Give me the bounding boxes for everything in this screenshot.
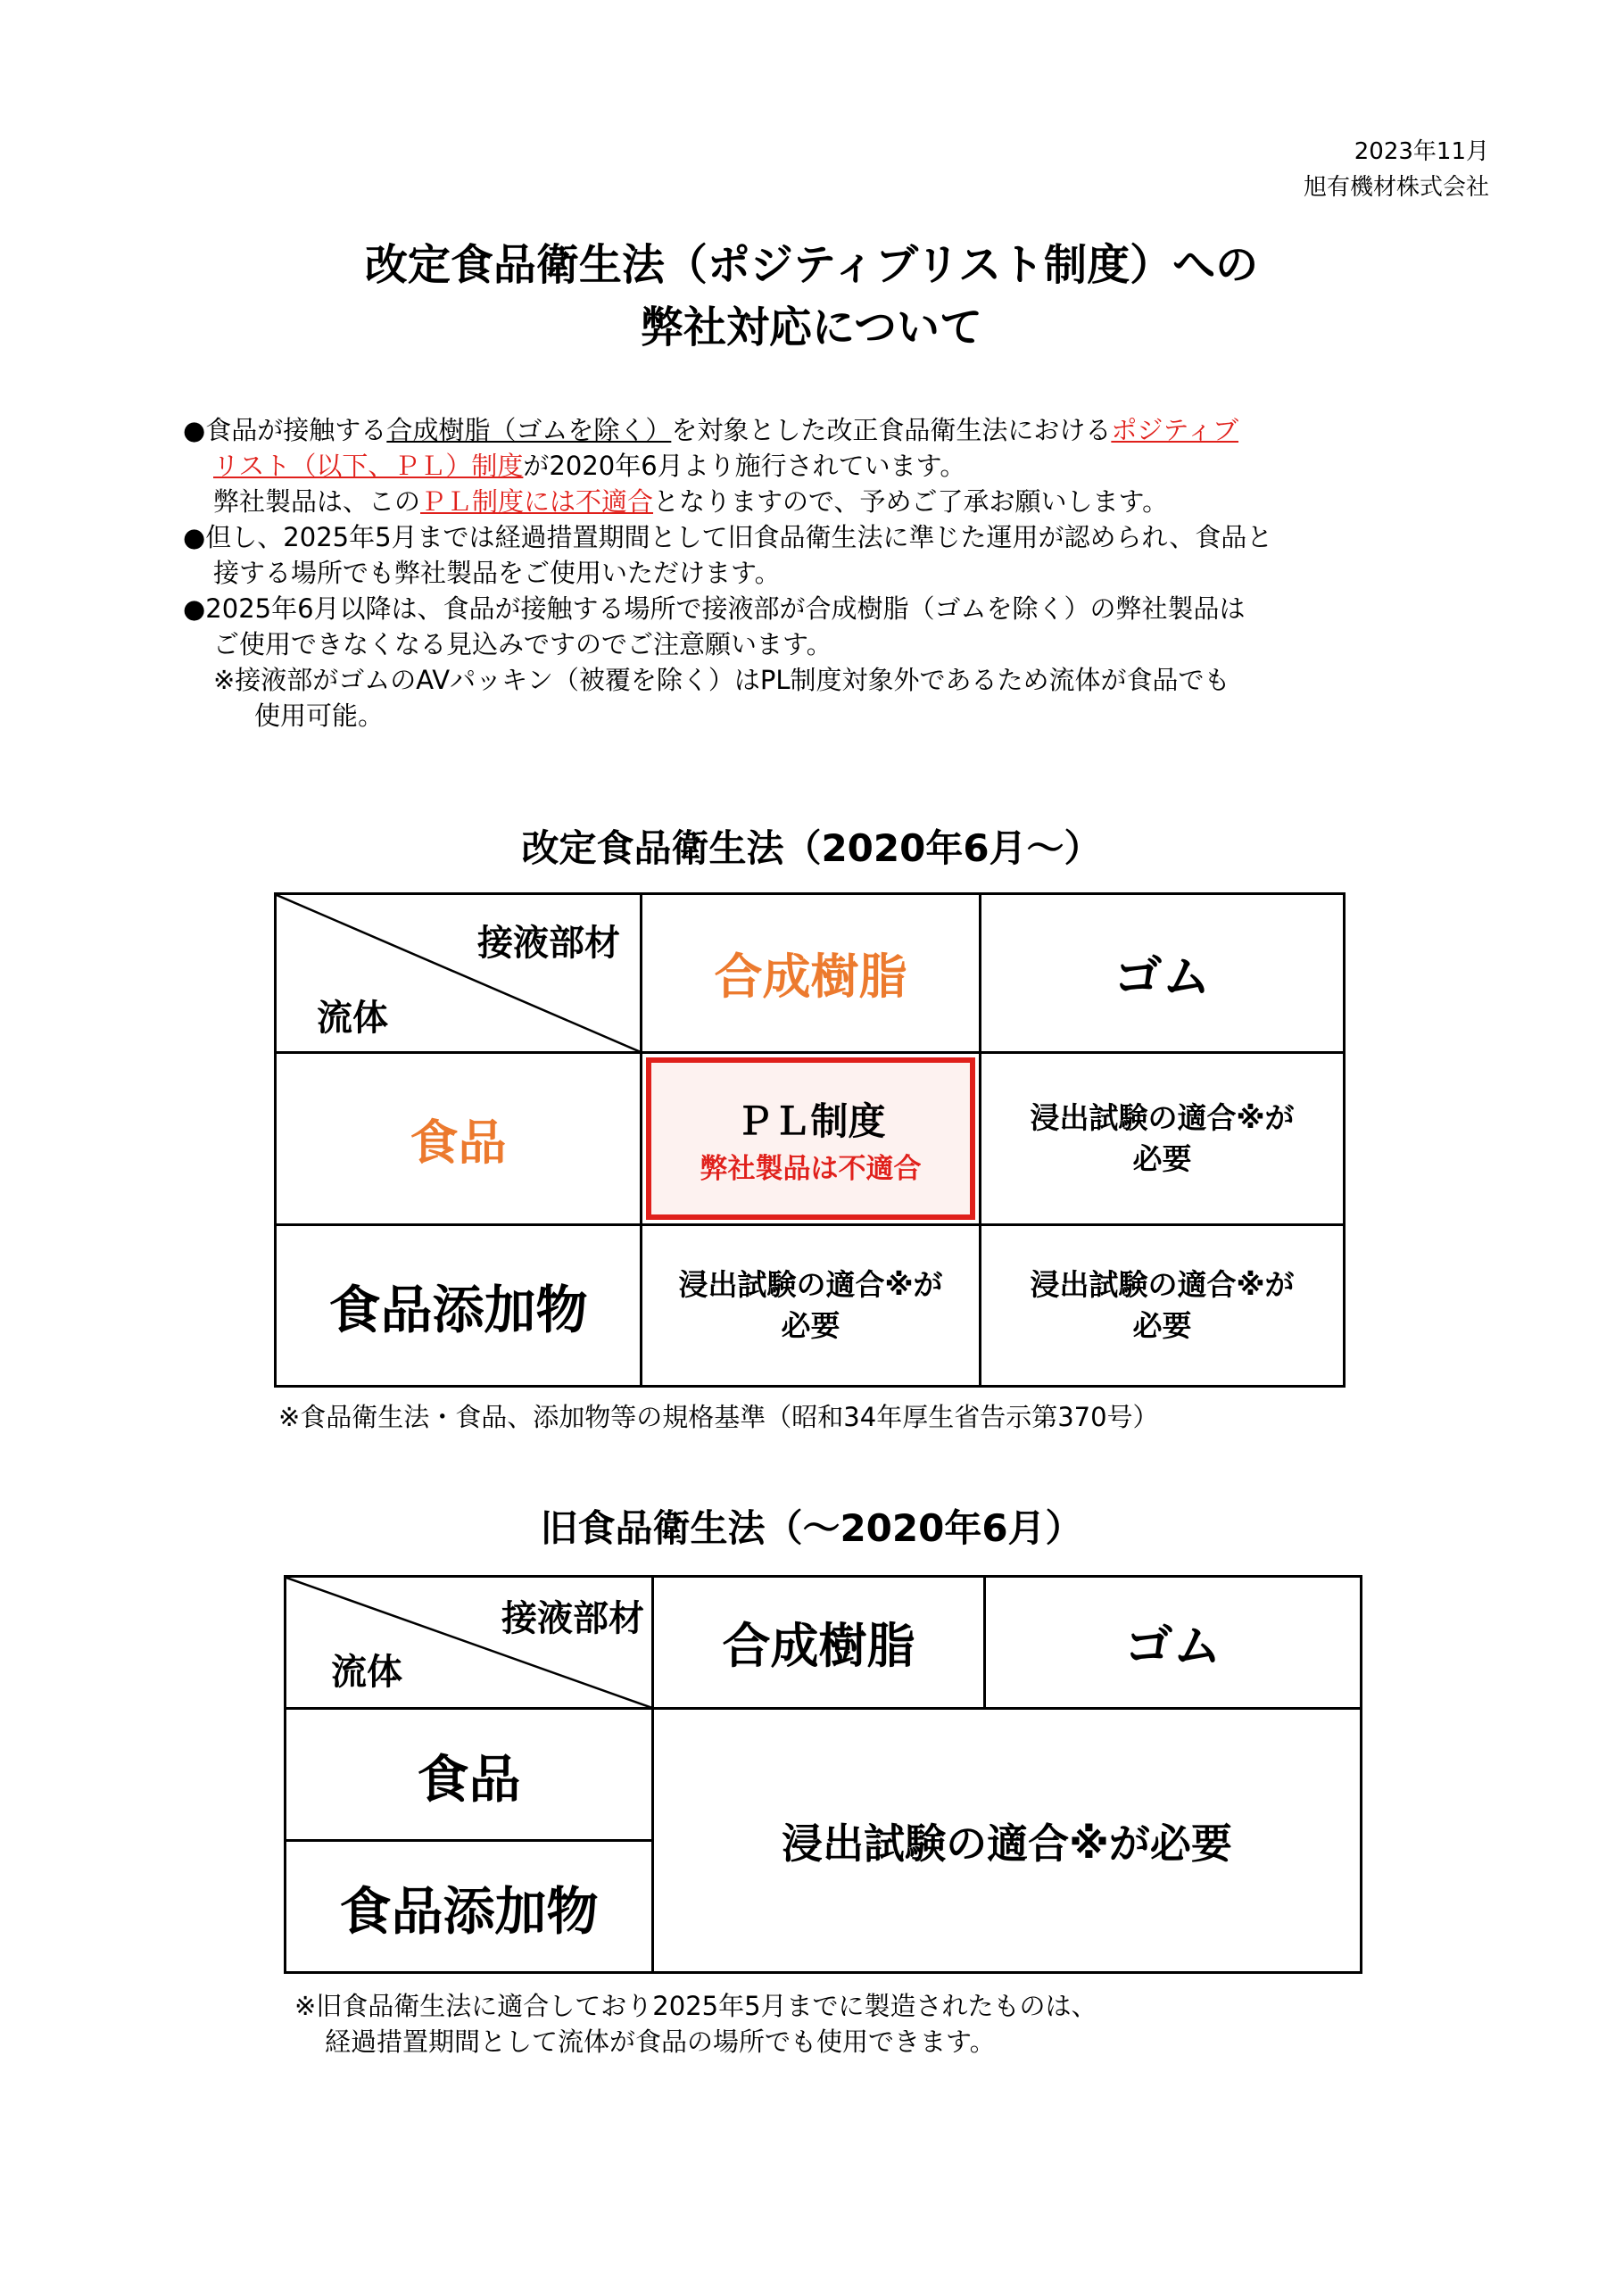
document-date: 2023年11月 [1354, 138, 1489, 165]
intro-text [183, 412, 1450, 734]
table2 [284, 1575, 1362, 1974]
table1-corner-bottom: 流体 [317, 998, 388, 1039]
table2-footnote-line-1: ※旧食品衛生法に適合しており2025年5月までに製造されたものは、 [294, 1991, 1097, 2021]
company-name: 旭有機材株式会社 [1303, 174, 1489, 201]
table1-row-food: 食品 [276, 1053, 642, 1225]
table2-col-rubber: ゴム [985, 1577, 1362, 1709]
bullet-3-note-line-2: 使用可能。 [254, 700, 385, 731]
pl-noncompliant-box [646, 1057, 975, 1220]
title-line-1: 改定食品衛生法（ポジティブリスト制度）への [364, 240, 1259, 290]
table1-cell-additive-resin: 浸出試験の適合※が 必要 [642, 1225, 981, 1387]
table1-cell-additive-rubber: 浸出試験の適合※が 必要 [981, 1225, 1345, 1387]
table2-corner-cell [286, 1577, 653, 1709]
bullet-1-line-3: 弊社製品は、このＰＬ制度には不適合となりますので、予めご了承お願いします。 [213, 486, 1169, 517]
table1-title: 改定食品衛生法（2020年6月～） [521, 826, 1102, 870]
table2-title: 旧食品衛生法（～2020年6月） [540, 1506, 1083, 1550]
table2-corner-top: 接液部材 [501, 1598, 644, 1639]
bullet-3-note-line-1: ※接液部がゴムのAVパッキン（被覆を除く）はPL制度対象外であるため流体が食品でも [213, 665, 1230, 695]
table2-merged-cell: 浸出試験の適合※が必要 [653, 1709, 1362, 1973]
table1 [274, 892, 1346, 1388]
table1-col-rubber: ゴム [981, 894, 1345, 1053]
bullet-3-line-1: ●2025年6月以降は、食品が接触する場所で接液部が合成樹脂（ゴムを除く）の弊社製品は [183, 593, 1246, 624]
pl-noncompliant-highlight: ＰＬ制度には不適合 [420, 486, 654, 517]
table2-corner-bottom: 流体 [331, 1652, 402, 1693]
table2-row-food-additive: 食品添加物 [286, 1841, 653, 1973]
table1-corner-cell [276, 894, 642, 1053]
synthetic-resin-underline: 合成樹脂（ゴムを除く） [386, 415, 672, 445]
table2-footnote-line-2: 経過措置期間として流体が食品の場所でも使用できます。 [325, 2027, 996, 2057]
pl-system-label: ＰＬ制度 [735, 1098, 886, 1143]
title-line-2: 弊社対応について [640, 303, 983, 352]
bullet-2-line-1: ●但し、2025年5月までは経過措置期間として旧食品衛生法に準じた運用が認められ、食品と [183, 522, 1273, 552]
table2-col-synthetic-resin: 合成樹脂 [653, 1577, 985, 1709]
table1-cell-pl-system [642, 1053, 981, 1225]
bullet-1-line-2: リスト（以下、ＰＬ）制度が2020年6月より施行されています。 [213, 451, 966, 481]
table1-col-synthetic-resin: 合成樹脂 [642, 894, 981, 1053]
page-title [0, 234, 1623, 359]
table1-cell-food-rubber: 浸出試験の適合※が 必要 [981, 1053, 1345, 1225]
table2-footnote [294, 1988, 1097, 2060]
bullet-2-line-2: 接する場所でも弊社製品をご使用いただけます。 [213, 558, 781, 588]
table1-row-food-additive: 食品添加物 [276, 1225, 642, 1387]
pl-noncompliant-label: 弊社製品は不適合 [700, 1152, 922, 1185]
table1-corner-top: 接液部材 [477, 923, 620, 964]
positive-list-highlight: ポジティブ [1111, 415, 1239, 445]
table2-row-food: 食品 [286, 1709, 653, 1841]
bullet-1-line-1: ●食品が接触する合成樹脂（ゴムを除く）を対象とした改正食品衛生法におけるポジティブ [183, 415, 1239, 445]
document-header [1304, 134, 1489, 205]
table1-footnote: ※食品衛生法・食品、添加物等の規格基準（昭和34年厚生省告示第370号） [278, 1402, 1159, 1432]
bullet-3-line-2: ご使用できなくなる見込みですのでご注意願います。 [213, 629, 832, 659]
